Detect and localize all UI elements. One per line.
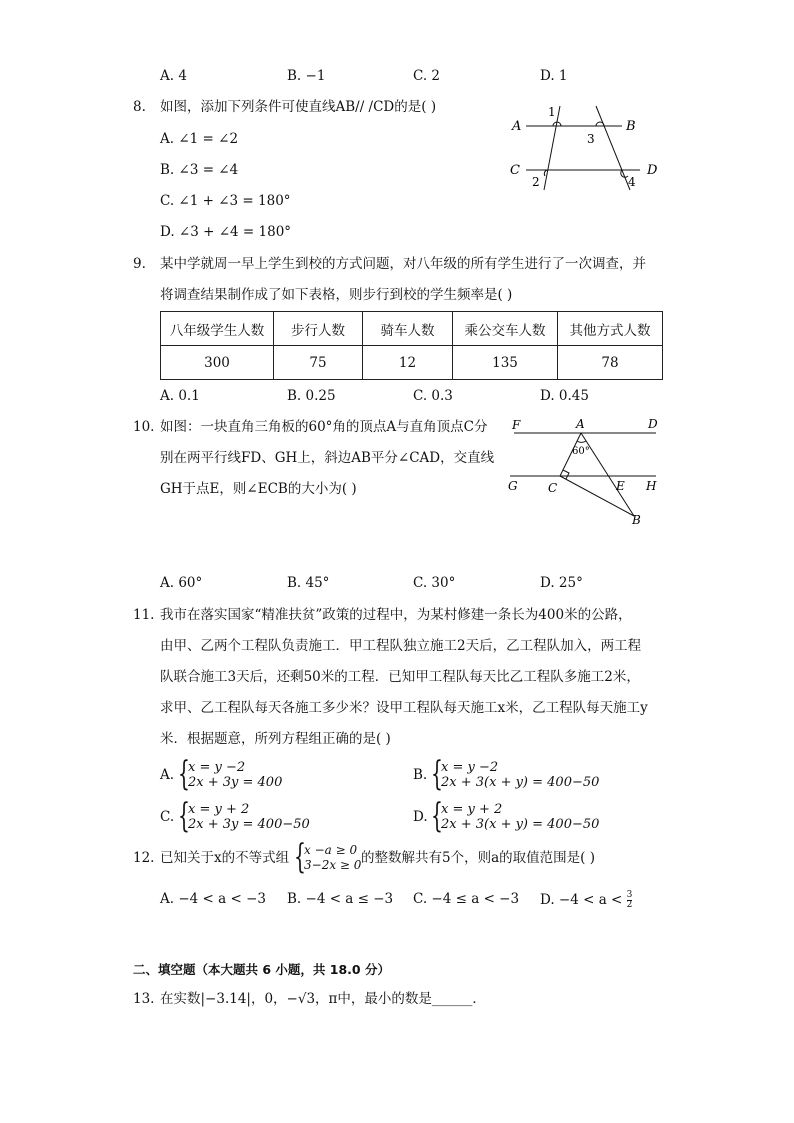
q11-line-1: 我市在落实国家“精准扶贫”政策的过程中，为某村修建一条长为400米的公路，	[160, 607, 632, 623]
equation-line: x = y + 2	[441, 802, 503, 817]
q8-parallel-lines-figure	[500, 96, 670, 196]
q10-option-d: D. 25°	[540, 575, 583, 591]
label-c: C	[510, 163, 520, 178]
q8-option-a: A. ∠1 = ∠2	[160, 131, 239, 147]
q7-option-b: B. −1	[287, 68, 326, 84]
label-d: D	[648, 417, 658, 431]
label-d: D	[647, 163, 658, 178]
q11-line-4: 求甲、乙工程队每天各施工多少米？设甲工程队每天施工x米，乙工程队每天施工y	[160, 700, 648, 716]
table-cell: 78	[558, 346, 663, 380]
equation-line: 2x + 3(x + y) = 400−50	[441, 817, 600, 832]
brace-icon: {	[178, 796, 190, 836]
q8-option-d: D. ∠3 + ∠4 = 180°	[160, 224, 292, 240]
q7-option-d: D. 1	[540, 68, 568, 84]
angle-label-4: 4	[628, 175, 636, 189]
q10-line-3: GH于点E，则∠ECB的大小为( )	[160, 481, 357, 497]
q8-stem: 如图，添加下列条件可使直线AB// /CD的是( )	[160, 99, 437, 115]
brace-icon: {	[431, 754, 443, 794]
q12-option-a: A. −4 < a < −3	[160, 891, 266, 907]
q7-option-a: A. 4	[160, 68, 187, 84]
fraction-denominator: 2	[626, 900, 633, 910]
table-header-row	[161, 312, 663, 346]
q10-line-2: 别在两平行线FD、GH上，斜边AB平分∠CAD，交直线	[160, 450, 495, 466]
equation-line: 2x + 3y = 400	[188, 775, 283, 790]
q11-option-b-label: B.	[413, 767, 428, 783]
section-2-title: 二、填空题（本大题共 6 小题，共 18.0 分）	[133, 962, 390, 977]
q13-number: 13.	[133, 991, 155, 1007]
angle-label-3: 3	[587, 132, 595, 146]
angle-label-1: 1	[548, 105, 556, 119]
brace-icon: {	[431, 796, 443, 836]
q9-number: 9.	[133, 256, 146, 272]
q11-number: 11.	[133, 607, 155, 623]
table-header-cell: 八年级学生人数	[161, 312, 274, 346]
table-cell: 75	[274, 346, 363, 380]
label-a: A	[576, 417, 585, 431]
q10-triangle-figure	[500, 412, 670, 530]
label-c: C	[548, 481, 558, 495]
equation-line: 2x + 3(x + y) = 400−50	[441, 775, 600, 790]
q9-option-c: C. 0.3	[413, 388, 453, 404]
q11-option-c-label: C.	[160, 809, 175, 825]
q12-option-b: B. −4 < a ≤ −3	[287, 891, 394, 907]
table-row	[161, 346, 663, 380]
table-cell: 12	[363, 346, 453, 380]
table-cell: 300	[161, 346, 274, 380]
q12-option-d-text: D. −4 < a <	[540, 892, 623, 908]
q10-option-c: C. 30°	[413, 575, 456, 591]
q13-text: 在实数|−3.14|，0，−√3，π中，最小的数是______．	[160, 991, 486, 1007]
table-header-cell: 乘公交车人数	[453, 312, 558, 346]
label-b: B	[626, 119, 636, 134]
q11-option-a-label: A.	[160, 767, 175, 783]
q10-option-b: B. 45°	[287, 575, 330, 591]
q9-survey-table	[160, 311, 663, 380]
q12-stem-post: 的整数解共有5个，则a的取值范围是( )	[361, 850, 595, 866]
q11-line-3: 队联合施工3天后，还剩50米的工程．已知甲工程队每天比乙工程队多施工2米，	[160, 669, 640, 685]
q9-option-a: A. 0.1	[160, 388, 200, 404]
equation-line: x = y + 2	[188, 802, 250, 817]
equation-line: 2x + 3y = 400−50	[188, 817, 310, 832]
label-g: G	[508, 479, 518, 493]
equation-line: x = y −2	[441, 760, 499, 775]
fraction	[627, 891, 633, 910]
q9-line-2: 将调查结果制作成了如下表格，则步行到校的学生频率是( )	[160, 287, 513, 303]
brace-icon: {	[178, 754, 190, 794]
q9-option-b: B. 0.25	[287, 388, 336, 404]
label-e: E	[616, 479, 625, 493]
q10-option-a: A. 60°	[160, 575, 203, 591]
table-header-cell: 其他方式人数	[558, 312, 663, 346]
q12-stem-pre: 已知关于x的不等式组	[160, 850, 290, 866]
q9-option-d: D. 0.45	[540, 388, 589, 404]
inequality-line: x −a ≥ 0	[304, 843, 358, 857]
q12-option-d	[540, 891, 632, 910]
q11-option-d-label: D.	[413, 809, 428, 825]
table-cell: 135	[453, 346, 558, 380]
q8-option-c: C. ∠1 + ∠3 = 180°	[160, 193, 291, 209]
q10-line-1: 如图：一块直角三角板的60°角的顶点A与直角顶点C分	[160, 419, 488, 435]
angle-60-arc	[577, 441, 586, 442]
q12-number: 12.	[133, 850, 155, 866]
label-f: F	[512, 418, 521, 432]
q11-line-5: 米．根据题意，所列方程组正确的是( )	[160, 731, 391, 747]
angle-label-2: 2	[532, 175, 540, 189]
table-header-cell: 骑车人数	[363, 312, 453, 346]
angle-label-60: 60°	[572, 446, 590, 457]
label-b: B	[632, 513, 641, 527]
q7-option-c: C. 2	[413, 68, 441, 84]
q8-number: 8.	[133, 99, 146, 115]
inequality-line: 3−2x ≥ 0	[304, 858, 362, 872]
label-a: A	[512, 119, 522, 134]
table-header-cell: 步行人数	[274, 312, 363, 346]
q10-number: 10.	[133, 419, 155, 435]
label-h: H	[646, 479, 657, 493]
q12-option-c: C. −4 ≤ a < −3	[413, 891, 520, 907]
q9-line-1: 某中学就周一早上学生到校的方式问题，对八年级的所有学生进行了一次调查，并	[160, 256, 646, 272]
equation-line: x = y −2	[188, 760, 246, 775]
fraction-numerator: 3	[626, 890, 633, 900]
brace-icon: {	[294, 837, 306, 877]
q8-option-b: B. ∠3 = ∠4	[160, 162, 239, 178]
q11-line-2: 由甲、乙两个工程队负责施工．甲工程队独立施工2天后，乙工程队加入，两工程	[160, 638, 642, 654]
